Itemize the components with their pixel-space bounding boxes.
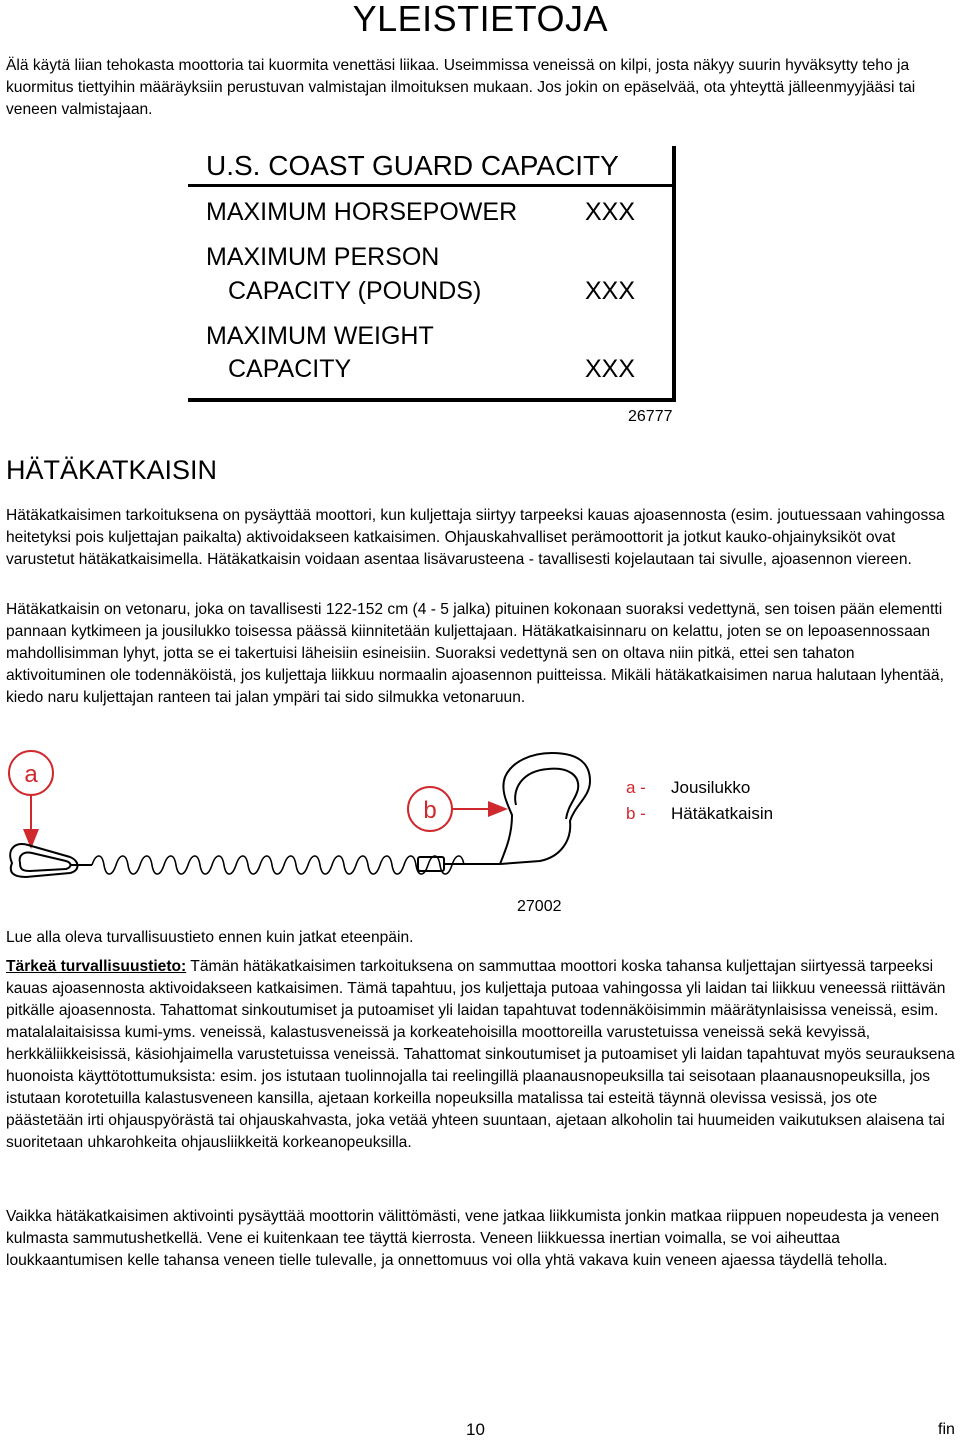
- safety-text-1: Tämän hätäkatkaisimen tarkoituksena on sammuttaa moottori koska tahansa kuljettajan siirtyessä tarpeeksi kauas ajoasennosta aktivoidakseen katkaisimen. Tämä tapahtuu, jos kuljettaja putoaa vahingossa yli laidan tai liikkuu veneessä riittävän pitkälle ajoasennosta. Tahattomat sinkoutumiset ja putoamiset yli laidan tapahtuvat todennäköisimmin määrätynlaisissa veneissä, esim. matalalaitaisissa kumi-yms. veneissä, kalastusveneissä ja korkeatehoisilla moottoreilla varustetuissa veneissä sekä kevyissä, herkkäliikkeisissä, käsiohjaimella varustetuissa veneissä. Tahattomat sinkoutumiset ja putoamiset yli laidan tapahtuvat myös seurauksena huonoista käyttötottumuksista: esim. jos istutaan tuolinnojalla tai reelingillä plaanausnopeuksilla tai seisotaan plaanausnopeuksilla, jos istutaan korotetuilla kalastusveneen kansilla, ajetaan korkeilla nopeuksilla matalissa tai esteitä täynnä olevissa vesissä, jos ote päästetään irti ohjauspyörästä tai ohjauskahvasta, joka vetää yhteen suuntaan, ajetaan alkoholin tai huumeiden vaikutuksen alaisena tai suoritetaan uhkarohkeita ohjausliikkeitä korkeanopeuksilla.: [6, 958, 955, 1151]
- section-paragraph-2: Hätäkatkaisin on vetonaru, joka on tavallisesti 122-152 cm (4 - 5 jalka) pituinen kokonaan suoraksi vedettynä, sen toisen pään elementti pannaan kytkimeen ja jousilukko toisessa päässä kiinnitetään kuljettajaan. Hätäkatkaisinnaru on kelattu, joten se on lepoasennossaan mahdollisimman lyhyt, jotta se ei takertuisi läheisiin esineisiin. Suoraksi vedettynä sen on oltava niin pitkä, ettei sen tahaton aktivoituminen ole todennäköistä, jos kuljettaja liikkuu normaalin ajoasennon puitteissa. Mikäli hätäkatkaisimen narua halutaan lyhentää, kiedo naru kuljettajan ranteen tai jalan ympäri tai sido silmukka vetonaruun.: [6, 601, 944, 706]
- plate-title: U.S. COAST GUARD CAPACITY: [206, 150, 619, 181]
- section-heading: HÄTÄKATKAISIN: [6, 455, 218, 485]
- legend-item-a: [626, 778, 646, 798]
- capacity-plate: [188, 146, 676, 402]
- legend-label-a: Jousilukko: [671, 778, 751, 797]
- callout-b-arrowhead: [488, 801, 508, 817]
- safety-intro: Lue alla oleva turvallisuustieto ennen kuin jatkat eteenpäin.: [6, 929, 414, 946]
- figure2-number: 27002: [517, 898, 562, 915]
- plate-weight-label-1: MAXIMUM WEIGHT: [206, 322, 434, 350]
- legend-key-a: a -: [626, 778, 646, 797]
- lanyard-clip: [418, 753, 590, 871]
- plate-person-label-2: CAPACITY (POUNDS): [228, 277, 482, 305]
- plate-person-value: XXX: [585, 277, 636, 305]
- callout-b-label: b: [423, 797, 437, 824]
- safety-paragraph-2: Vaikka hätäkatkaisimen aktivointi pysäyttää moottorin välittömästi, vene jatkaa liikkumista jonkin matkaa riippuen nopeudesta ja veneen kulmasta sammutushetkellä. Vene ei kuitenkaan tee täyttä kierrosta. Veneen liikkuessa inertian voimalla, se voi aiheuttaa loukkaantumisen kelle tahansa veneen tielle tulevalle, ja onnettomuus voi olla yhtä vakava kuin veneen ajaessa täydellä teholla.: [6, 1208, 940, 1269]
- plate-weight-label-2: CAPACITY: [228, 355, 352, 383]
- plate-person-label-1: MAXIMUM PERSON: [206, 243, 440, 271]
- section-paragraph-1: Hätäkatkaisimen tarkoituksena on pysäyttää moottori, kun kuljettaja siirtyy tarpeeksi kauas ajoasennosta (esim. joutuessaan vahingossa heitetyksi pois kuljettajan paikalta) aktivoidakseen katkaisimen. Ohjauskahvalliset perämoottorit ja jotkut kauko-ohjainyksiköt ovat varustetut hätäkatkaisimella. Hätäkatkaisin voidaan asentaa lisävarusteena - tavallisesti kojelautaan tai sivulle, ajoasennon viereen.: [6, 507, 945, 568]
- page-number: 10: [466, 1420, 485, 1439]
- legend-label-b: Hätäkatkaisin: [671, 804, 774, 823]
- legend-item-b: [626, 804, 646, 824]
- plate-divider: [188, 184, 676, 187]
- legend-key-b: b -: [626, 804, 646, 823]
- language-code: fin: [938, 1421, 955, 1438]
- intro-paragraph: Älä käytä liian tehokasta moottoria tai kuormita venettäsi liikaa. Useimmissa veneissä on kilpi, josta näkyy suurin hyväksytty teho ja kuormitus tiettyihin määräyksiin perustuvan valmistajan ilmoituksen mukaan. Jos jokin on epäselvää, ota yhteyttä jälleenmyyjääsi tai veneen valmistajaan.: [6, 57, 916, 118]
- plate-figure-number: 26777: [628, 408, 673, 425]
- plate-hp-label: MAXIMUM HORSEPOWER: [206, 198, 518, 226]
- plate-weight-value: XXX: [585, 355, 636, 383]
- lanyard-illustration: [0, 745, 600, 925]
- spring-clip: [10, 844, 92, 877]
- safety-label: Tärkeä turvallisuustieto:: [6, 958, 187, 975]
- safety-paragraph-1: [6, 956, 956, 1154]
- callout-a-label: a: [24, 761, 38, 788]
- page-title: YLEISTIETOJA: [352, 0, 608, 39]
- coiled-cord: [92, 856, 464, 874]
- plate-hp-value: XXX: [585, 198, 636, 226]
